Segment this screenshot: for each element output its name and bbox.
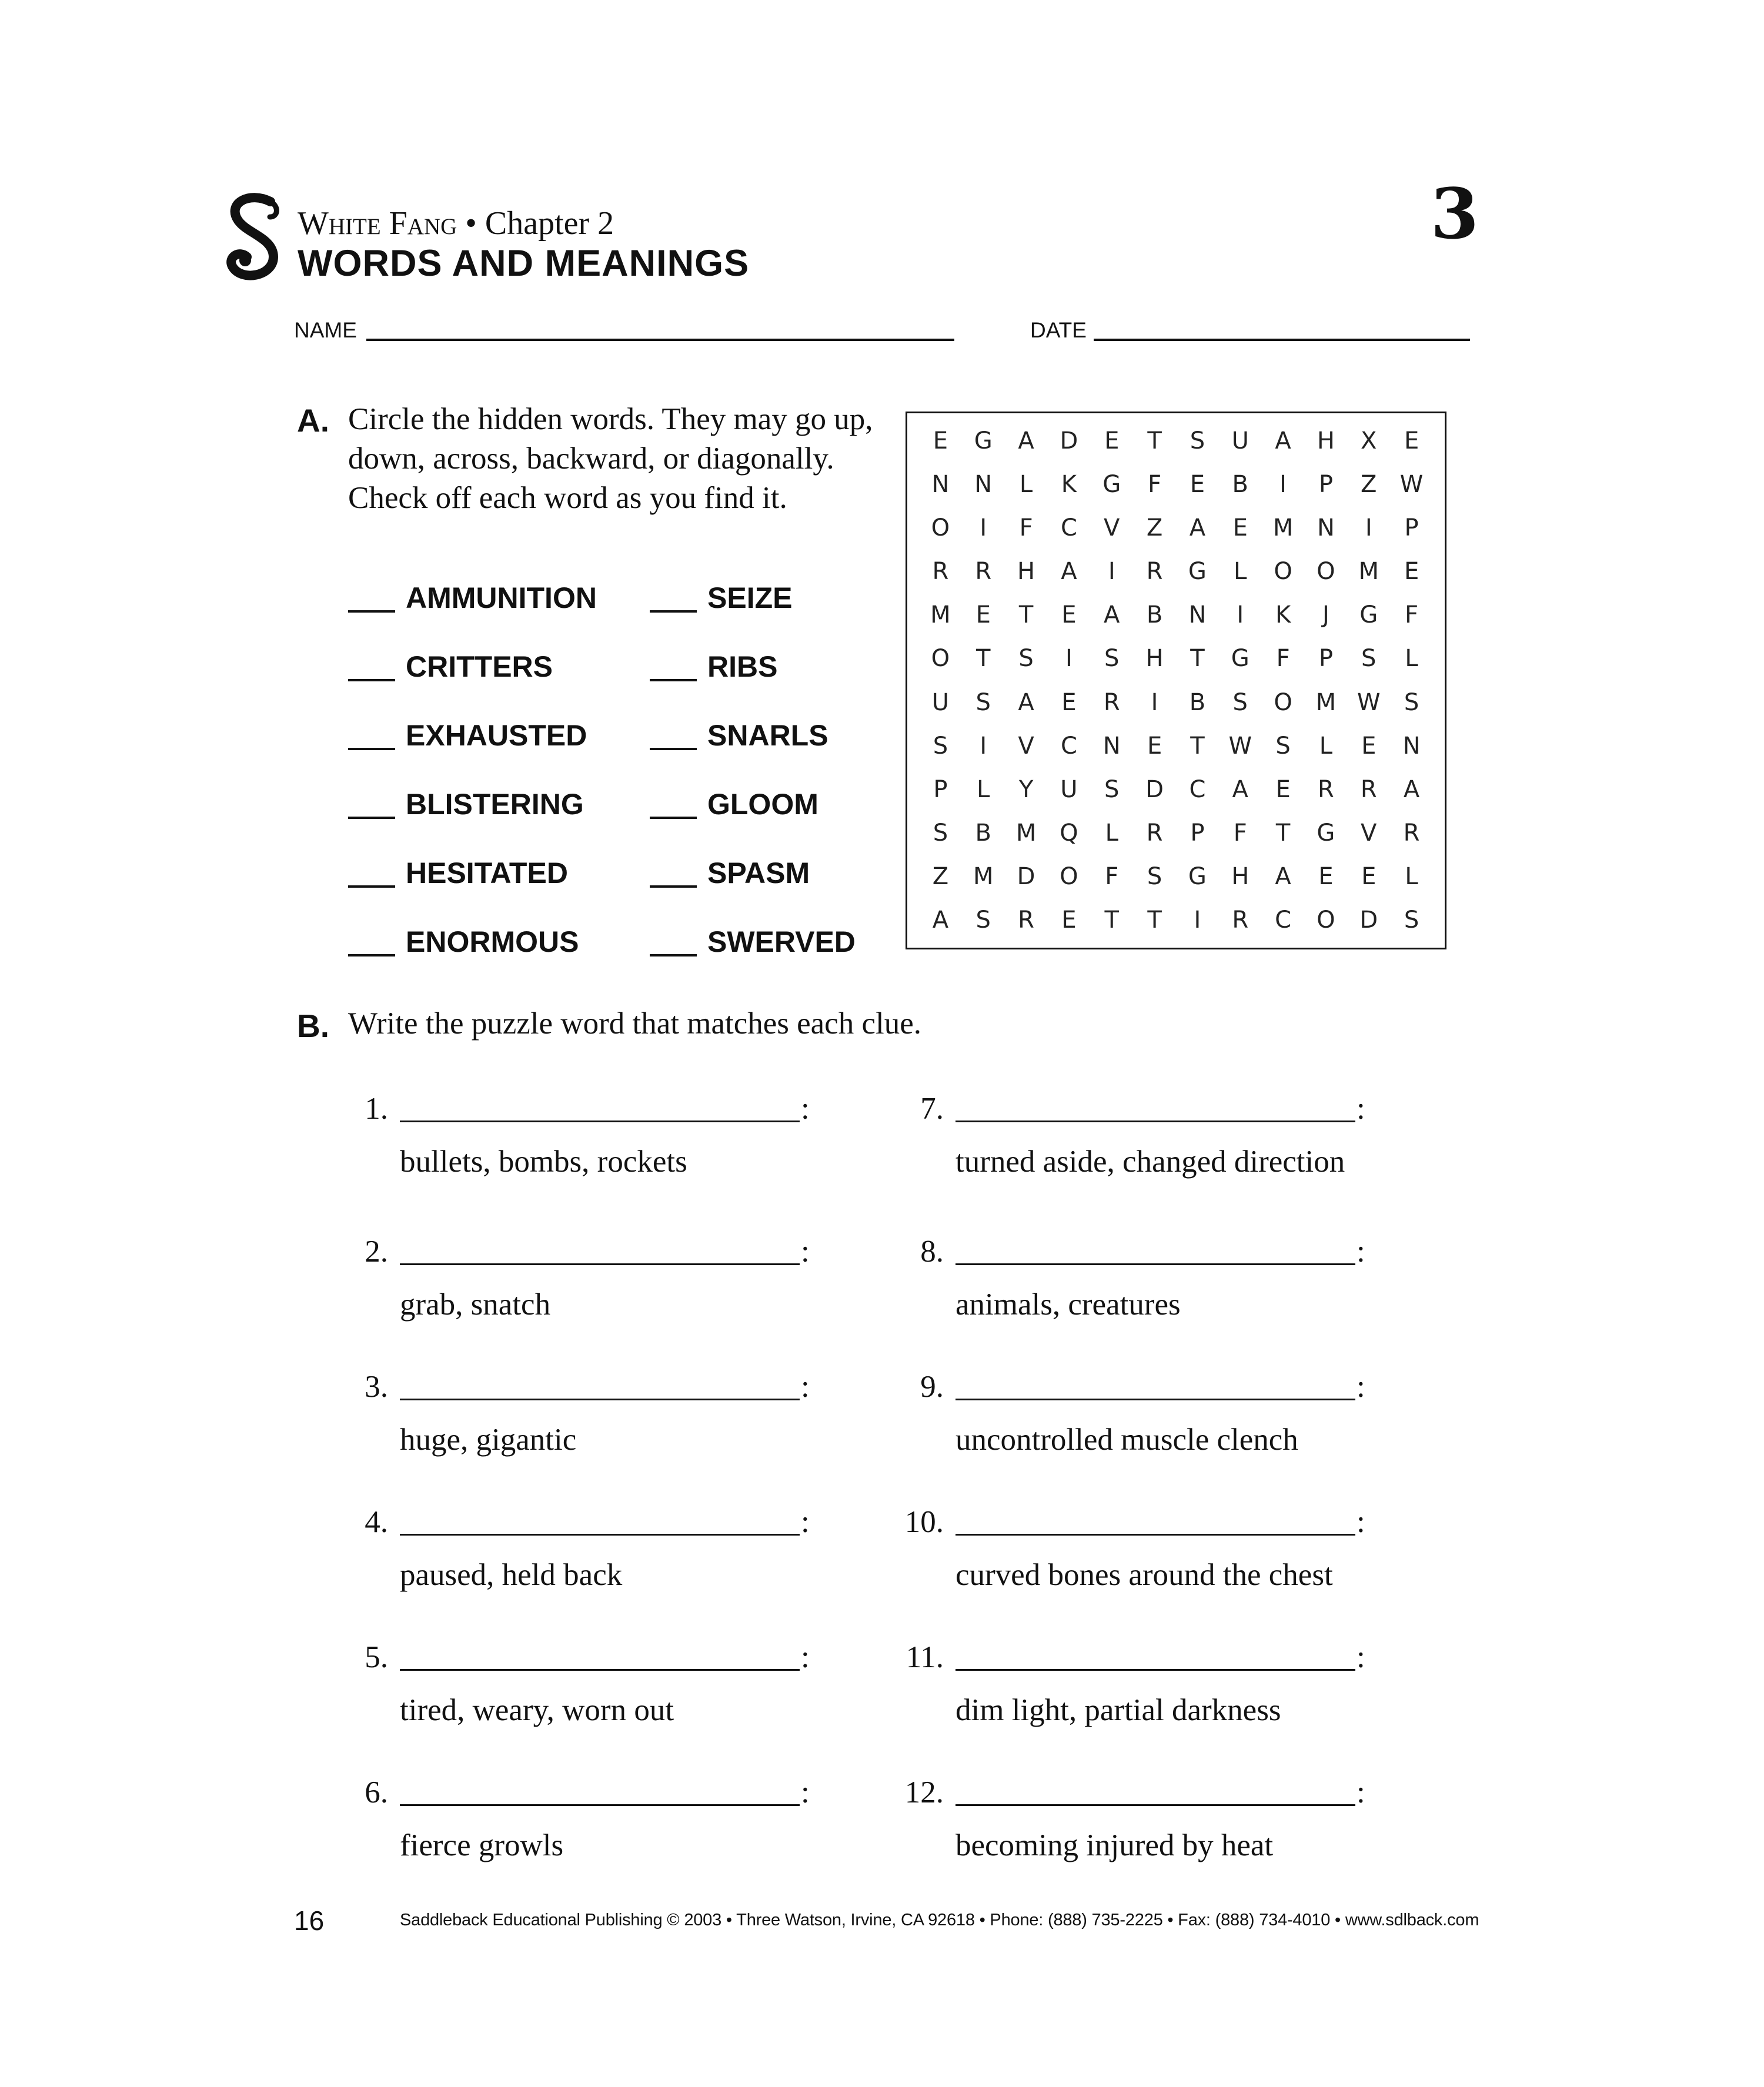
puzzle-letter[interactable]: B — [1232, 471, 1248, 499]
puzzle-letter[interactable]: E — [1404, 427, 1419, 455]
page-number: 16 — [294, 1905, 325, 1936]
check-blank[interactable] — [650, 725, 697, 750]
puzzle-letter[interactable]: U — [1060, 775, 1078, 803]
puzzle-letter[interactable]: C — [1275, 906, 1292, 934]
puzzle-letter[interactable]: E — [1318, 862, 1334, 890]
check-blank[interactable] — [650, 657, 697, 681]
word-label: AMMUNITION — [406, 581, 597, 614]
word-label: CRITTERS — [406, 650, 553, 683]
word-checkbox-item[interactable] — [650, 790, 818, 819]
puzzle-letter[interactable]: R — [1018, 906, 1034, 934]
word-label: RIBS — [707, 650, 778, 683]
check-blank[interactable] — [348, 932, 395, 956]
puzzle-letter[interactable]: Y — [1018, 775, 1034, 803]
puzzle-letter[interactable]: H — [1231, 862, 1250, 890]
check-blank[interactable] — [348, 863, 395, 888]
puzzle-letter[interactable]: I — [1194, 906, 1201, 934]
puzzle-letter[interactable]: O — [931, 514, 950, 542]
name-field[interactable] — [366, 339, 954, 341]
puzzle-letter[interactable]: A — [1018, 427, 1034, 455]
word-label: BLISTERING — [406, 788, 584, 821]
puzzle-letter[interactable]: G — [1188, 862, 1207, 890]
clue-number: 2. — [365, 1235, 388, 1269]
clue-text: bullets, bombs, rockets — [400, 1145, 687, 1179]
clue-colon: : — [801, 1235, 810, 1269]
publisher-logo-icon — [215, 191, 297, 285]
puzzle-letter[interactable]: X — [1361, 427, 1377, 455]
puzzle-letter[interactable]: L — [1234, 558, 1247, 586]
clue-number: 3. — [365, 1370, 388, 1404]
puzzle-letter[interactable]: A — [932, 906, 949, 934]
puzzle-letter[interactable]: T — [1275, 819, 1291, 847]
clue-colon: : — [1357, 1640, 1365, 1674]
puzzle-grid — [919, 419, 1433, 942]
puzzle-letter[interactable]: Z — [1146, 514, 1163, 542]
puzzle-letter[interactable]: S — [1018, 645, 1034, 673]
puzzle-letter[interactable]: I — [980, 732, 987, 760]
bullet-separator: • — [465, 205, 477, 242]
puzzle-letter[interactable]: N — [974, 471, 993, 499]
puzzle-letter[interactable]: L — [977, 775, 990, 803]
puzzle-letter[interactable]: V — [1018, 732, 1034, 760]
clue-number: 9. — [920, 1370, 944, 1404]
puzzle-letter[interactable]: T — [1190, 732, 1205, 760]
puzzle-letter[interactable]: G — [1231, 645, 1250, 673]
puzzle-letter[interactable]: E — [1061, 906, 1077, 934]
puzzle-letter[interactable]: I — [1065, 645, 1073, 673]
puzzle-letter[interactable]: H — [1017, 558, 1035, 586]
puzzle-letter[interactable]: D — [1060, 427, 1078, 455]
puzzle-letter[interactable]: M — [930, 601, 951, 629]
puzzle-letter[interactable]: L — [1405, 862, 1418, 890]
puzzle-letter[interactable]: K — [1275, 601, 1291, 629]
check-blank[interactable] — [348, 725, 395, 750]
word-checkbox-item[interactable] — [348, 790, 584, 819]
puzzle-letter[interactable]: S — [1104, 645, 1120, 673]
puzzle-letter[interactable]: A — [1275, 427, 1291, 455]
clue-number: 6. — [365, 1775, 388, 1810]
puzzle-letter[interactable]: F — [1148, 471, 1162, 499]
puzzle-letter[interactable]: R — [1103, 688, 1120, 716]
book-title: White Fang — [298, 205, 457, 242]
answer-input[interactable] — [956, 1399, 1355, 1400]
puzzle-letter[interactable]: G — [1359, 601, 1378, 629]
word-checkbox-item[interactable] — [348, 927, 579, 956]
puzzle-letter[interactable]: I — [980, 514, 987, 542]
puzzle-letter[interactable]: S — [933, 819, 948, 847]
answer-input[interactable] — [956, 1121, 1355, 1122]
date-field[interactable] — [1094, 339, 1470, 341]
puzzle-letter[interactable]: I — [1151, 688, 1158, 716]
section-b-instructions: Write the puzzle word that matches each clue. — [348, 1006, 921, 1041]
puzzle-letter[interactable]: S — [1190, 427, 1205, 455]
clue-colon: : — [801, 1640, 810, 1674]
puzzle-letter[interactable]: D — [1017, 862, 1035, 890]
word-checkbox-item[interactable] — [348, 583, 597, 613]
puzzle-letter[interactable]: E — [1404, 558, 1419, 586]
puzzle-letter[interactable]: D — [1145, 775, 1164, 803]
puzzle-letter[interactable]: K — [1061, 471, 1077, 499]
puzzle-letter[interactable]: O — [1060, 862, 1078, 890]
chapter-label: Chapter 2 — [485, 205, 614, 242]
puzzle-letter[interactable]: C — [1060, 732, 1077, 760]
word-checkbox-item[interactable] — [348, 721, 587, 750]
puzzle-letter[interactable]: E — [1232, 514, 1248, 542]
clue-number: 5. — [365, 1640, 388, 1674]
puzzle-letter[interactable]: E — [1147, 732, 1162, 760]
answer-input[interactable] — [400, 1804, 800, 1806]
name-label: NAME — [294, 318, 357, 342]
clue-number: 7. — [920, 1092, 944, 1126]
answer-input[interactable] — [400, 1669, 800, 1671]
clue-text: uncontrolled muscle clench — [956, 1423, 1298, 1457]
puzzle-letter[interactable]: T — [1147, 427, 1162, 455]
puzzle-letter[interactable]: P — [1318, 645, 1333, 673]
puzzle-letter[interactable]: S — [933, 732, 948, 760]
puzzle-letter[interactable]: F — [1019, 514, 1033, 542]
puzzle-letter[interactable]: T — [976, 645, 991, 673]
check-blank[interactable] — [650, 588, 697, 613]
answer-input[interactable] — [956, 1804, 1355, 1806]
puzzle-letter[interactable]: S — [1404, 688, 1419, 716]
puzzle-letter[interactable]: R — [975, 558, 992, 586]
puzzle-letter[interactable]: R — [932, 558, 949, 586]
puzzle-letter[interactable]: B — [1189, 688, 1206, 716]
word-label: GLOOM — [707, 788, 818, 821]
puzzle-letter[interactable]: P — [1404, 514, 1419, 542]
puzzle-letter[interactable]: E — [1275, 775, 1291, 803]
puzzle-letter[interactable]: S — [1275, 732, 1291, 760]
puzzle-letter[interactable]: S — [1404, 906, 1419, 934]
puzzle-letter[interactable]: R — [1318, 775, 1334, 803]
puzzle-letter[interactable]: Z — [1361, 471, 1377, 499]
puzzle-letter[interactable]: Z — [932, 862, 949, 890]
puzzle-letter[interactable]: G — [1188, 558, 1207, 586]
puzzle-letter[interactable]: B — [1146, 601, 1163, 629]
puzzle-letter[interactable]: S — [1232, 688, 1248, 716]
puzzle-letter[interactable]: G — [974, 427, 993, 455]
puzzle-letter[interactable]: T — [1190, 645, 1205, 673]
puzzle-letter[interactable]: M — [1272, 514, 1294, 542]
puzzle-letter[interactable]: E — [1104, 427, 1120, 455]
clue-number: 8. — [920, 1235, 944, 1269]
word-label: SEIZE — [707, 581, 793, 614]
puzzle-letter[interactable]: L — [1319, 732, 1333, 760]
clue-colon: : — [1357, 1775, 1365, 1810]
puzzle-letter[interactable]: E — [1190, 471, 1205, 499]
clue-colon: : — [801, 1775, 810, 1810]
clue-text: curved bones around the chest — [956, 1558, 1333, 1592]
word-label: SNARLS — [707, 719, 828, 752]
puzzle-letter[interactable]: O — [1317, 906, 1335, 934]
puzzle-letter[interactable]: E — [933, 427, 948, 455]
puzzle-letter[interactable]: U — [931, 688, 950, 716]
puzzle-letter[interactable]: C — [1189, 775, 1206, 803]
puzzle-letter[interactable]: F — [1233, 819, 1247, 847]
puzzle-letter[interactable]: O — [1274, 688, 1292, 716]
date-label: DATE — [1030, 318, 1087, 342]
puzzle-letter[interactable]: V — [1361, 819, 1377, 847]
puzzle-letter[interactable]: R — [1232, 906, 1249, 934]
puzzle-letter[interactable]: N — [931, 471, 950, 499]
series-heading — [298, 207, 614, 240]
puzzle-letter[interactable]: D — [1359, 906, 1378, 934]
puzzle-letter[interactable]: W — [1399, 471, 1424, 499]
clue-number: 12. — [904, 1775, 944, 1810]
clue-text: tired, weary, worn out — [400, 1693, 674, 1727]
check-blank[interactable] — [348, 588, 395, 613]
puzzle-letter[interactable]: S — [1104, 775, 1120, 803]
puzzle-letter[interactable]: P — [1190, 819, 1205, 847]
word-checkbox-item[interactable] — [650, 858, 810, 888]
word-label: SWERVED — [707, 925, 856, 958]
puzzle-letter[interactable]: E — [1361, 862, 1377, 890]
word-checkbox-item[interactable] — [650, 652, 777, 681]
puzzle-letter[interactable]: C — [1060, 514, 1077, 542]
clue-text: becoming injured by heat — [956, 1828, 1274, 1862]
check-blank[interactable] — [650, 932, 697, 956]
puzzle-letter[interactable]: L — [1019, 471, 1033, 499]
clue-colon: : — [1357, 1370, 1365, 1404]
word-checkbox-item[interactable] — [650, 583, 792, 613]
answer-input[interactable] — [956, 1534, 1355, 1536]
clue-text: dim light, partial darkness — [956, 1693, 1281, 1727]
puzzle-letter[interactable]: R — [1146, 819, 1163, 847]
clue-number: 11. — [906, 1640, 944, 1674]
puzzle-letter[interactable]: A — [1104, 601, 1120, 629]
clue-number: 1. — [365, 1092, 388, 1126]
clue-text: paused, held back — [400, 1558, 623, 1592]
puzzle-letter[interactable]: A — [1403, 775, 1420, 803]
puzzle-letter[interactable]: T — [1147, 906, 1162, 934]
answer-input[interactable] — [956, 1669, 1355, 1671]
puzzle-letter[interactable]: M — [1358, 558, 1379, 586]
puzzle-letter[interactable]: A — [1061, 558, 1077, 586]
word-checkbox-item[interactable] — [348, 652, 553, 681]
clue-colon: : — [1357, 1092, 1365, 1126]
answer-input[interactable] — [400, 1399, 800, 1400]
clue-text: huge, gigantic — [400, 1423, 577, 1457]
clue-number: 10. — [904, 1505, 944, 1539]
answer-input[interactable] — [400, 1263, 800, 1265]
puzzle-letter[interactable]: O — [1317, 558, 1335, 586]
check-blank[interactable] — [650, 863, 697, 888]
puzzle-letter[interactable]: A — [1275, 862, 1291, 890]
puzzle-letter[interactable]: E — [975, 601, 991, 629]
word-label: EXHAUSTED — [406, 719, 587, 752]
puzzle-letter[interactable]: N — [1188, 601, 1207, 629]
puzzle-letter[interactable]: M — [1315, 688, 1337, 716]
puzzle-letter[interactable]: F — [1405, 601, 1419, 629]
puzzle-letter[interactable]: I — [1237, 601, 1244, 629]
section-b-letter: B. — [297, 1008, 329, 1044]
puzzle-letter[interactable]: I — [1108, 558, 1115, 586]
puzzle-letter[interactable]: L — [1105, 819, 1118, 847]
word-checkbox-item[interactable] — [650, 927, 856, 956]
clue-colon: : — [801, 1505, 810, 1539]
puzzle-letter[interactable]: U — [1231, 427, 1249, 455]
check-blank[interactable] — [650, 794, 697, 819]
puzzle-letter[interactable]: I — [1279, 471, 1287, 499]
clue-text: grab, snatch — [400, 1287, 551, 1322]
check-blank[interactable] — [348, 657, 395, 681]
answer-input[interactable] — [400, 1534, 800, 1536]
clue-colon: : — [801, 1370, 810, 1404]
puzzle-letter[interactable]: F — [1105, 862, 1119, 890]
word-label: HESITATED — [406, 857, 568, 889]
puzzle-letter[interactable]: W — [1228, 732, 1252, 760]
puzzle-letter[interactable]: S — [975, 906, 991, 934]
clue-text: turned aside, changed direction — [956, 1145, 1345, 1179]
puzzle-letter[interactable]: A — [1018, 688, 1034, 716]
puzzle-letter[interactable]: T — [1104, 906, 1119, 934]
word-checkbox-item[interactable] — [650, 721, 828, 750]
section-a-instructions: Circle the hidden words. They may go up, down, across, backward, or diagonally. Check off each word as you find it. — [348, 402, 873, 515]
puzzle-letter[interactable]: W — [1357, 688, 1381, 716]
puzzle-letter[interactable]: N — [1402, 732, 1421, 760]
puzzle-letter[interactable]: N — [1102, 732, 1121, 760]
puzzle-letter[interactable]: A — [1189, 514, 1206, 542]
puzzle-letter[interactable]: H — [1317, 427, 1335, 455]
puzzle-letter[interactable]: P — [933, 775, 948, 803]
puzzle-letter[interactable]: S — [975, 688, 991, 716]
lesson-number: 3 — [1430, 173, 1479, 255]
puzzle-letter[interactable]: T — [1018, 601, 1034, 629]
word-checkbox-item[interactable] — [348, 858, 568, 888]
clue-text: fierce growls — [400, 1828, 564, 1862]
puzzle-letter[interactable]: A — [1232, 775, 1248, 803]
word-label: SPASM — [707, 857, 810, 889]
clue-colon: : — [1357, 1505, 1365, 1539]
puzzle-letter[interactable]: R — [1360, 775, 1377, 803]
puzzle-letter[interactable]: R — [1146, 558, 1163, 586]
clue-colon: : — [1357, 1235, 1365, 1269]
puzzle-letter[interactable]: M — [973, 862, 994, 890]
puzzle-letter[interactable]: P — [1318, 471, 1333, 499]
puzzle-letter[interactable]: G — [1317, 819, 1335, 847]
puzzle-letter[interactable]: V — [1104, 514, 1120, 542]
puzzle-letter[interactable]: J — [1322, 601, 1329, 629]
puzzle-letter[interactable]: Q — [1060, 819, 1078, 847]
puzzle-letter[interactable]: S — [1147, 862, 1162, 890]
puzzle-letter[interactable]: E — [1061, 601, 1077, 629]
puzzle-letter[interactable]: R — [1403, 819, 1420, 847]
clue-number: 4. — [365, 1505, 388, 1539]
word-label: ENORMOUS — [406, 925, 579, 958]
puzzle-letter[interactable]: I — [1365, 514, 1372, 542]
page-title: WORDS AND MEANINGS — [298, 243, 750, 284]
word-search-puzzle — [906, 412, 1446, 949]
publisher-credit: Saddleback Educational Publishing © 2003 • Three Watson, Irvine, CA 92618 • Phone: (888) 735-2225 • Fax: (888) 734-4010 • www.sdlback.com — [400, 1911, 1479, 1929]
puzzle-letter[interactable]: E — [1361, 732, 1377, 760]
puzzle-letter[interactable]: F — [1276, 645, 1290, 673]
check-blank[interactable] — [348, 794, 395, 819]
puzzle-letter[interactable]: B — [975, 819, 991, 847]
puzzle-letter[interactable]: E — [1061, 688, 1077, 716]
section-a-letter: A. — [297, 402, 329, 439]
puzzle-letter[interactable]: N — [1317, 514, 1335, 542]
puzzle-letter[interactable]: O — [931, 645, 950, 673]
puzzle-letter[interactable]: S — [1361, 645, 1377, 673]
puzzle-letter[interactable]: G — [1102, 471, 1121, 499]
puzzle-letter[interactable]: O — [1274, 558, 1292, 586]
clue-colon: : — [801, 1092, 810, 1126]
puzzle-letter[interactable]: H — [1145, 645, 1164, 673]
clue-text: animals, creatures — [956, 1287, 1181, 1322]
puzzle-letter[interactable]: L — [1405, 645, 1418, 673]
puzzle-letter[interactable]: M — [1015, 819, 1037, 847]
answer-input[interactable] — [400, 1121, 800, 1122]
answer-input[interactable] — [956, 1263, 1355, 1265]
